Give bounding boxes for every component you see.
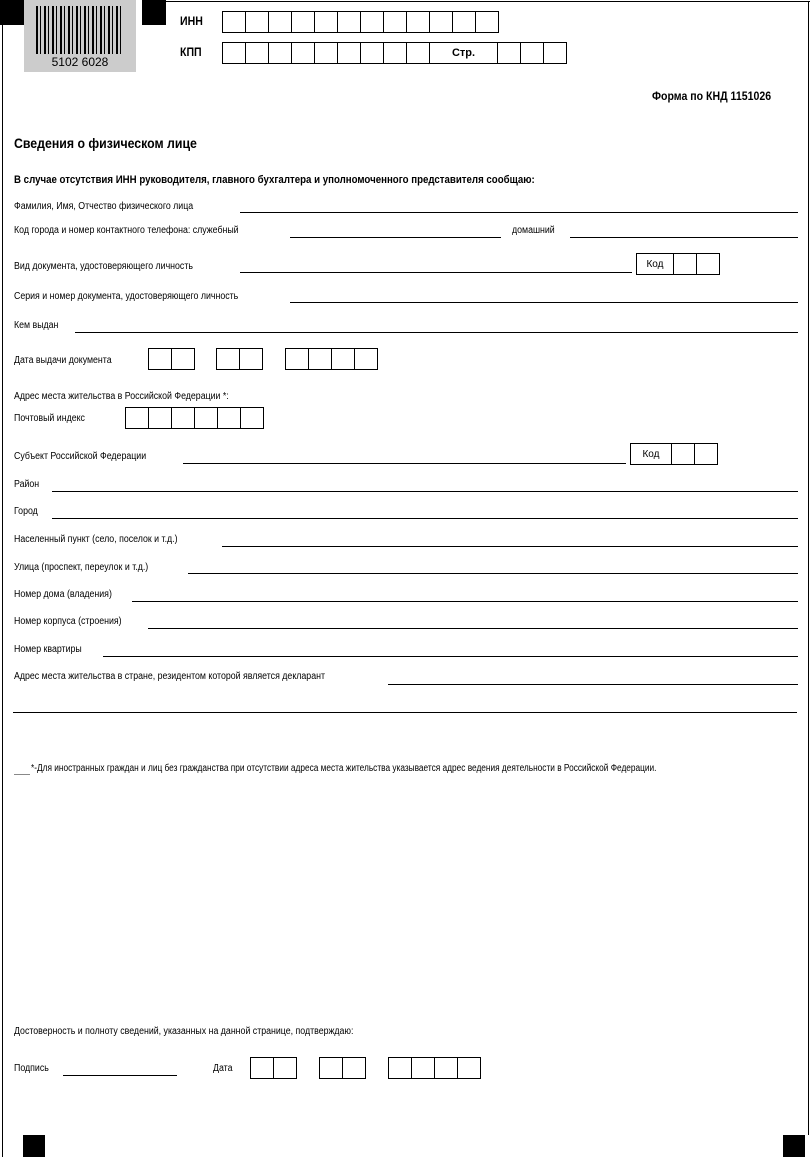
building-field[interactable]: [148, 628, 798, 629]
date-label: Дата: [213, 1063, 233, 1074]
house-label: Номер дома (владения): [14, 589, 112, 600]
street-field[interactable]: [188, 573, 798, 574]
issue-day[interactable]: [148, 348, 195, 370]
phone-home-field[interactable]: [570, 237, 798, 238]
confirm-month[interactable]: [319, 1057, 366, 1079]
inn-cells[interactable]: [222, 11, 499, 33]
phone-home-label: домашний: [512, 225, 555, 236]
doc-type-code[interactable]: Код: [636, 253, 720, 275]
corner-mark: [783, 1135, 805, 1157]
doc-type-field[interactable]: [240, 272, 632, 273]
issued-by-label: Кем выдан: [14, 320, 59, 331]
postal-cells[interactable]: [125, 407, 264, 429]
corner-mark: [23, 1135, 45, 1157]
fio-label: Фамилия, Имя, Отчество физического лица: [14, 201, 194, 212]
house-field[interactable]: [132, 601, 798, 602]
subject-label: Субъект Российской Федерации: [14, 451, 147, 462]
corner-mark: [142, 0, 166, 25]
issue-month[interactable]: [216, 348, 263, 370]
corner-mark: [0, 0, 24, 25]
issue-date-label: Дата выдачи документа: [14, 355, 112, 366]
district-label: Район: [14, 479, 40, 490]
barcode: [24, 0, 136, 72]
city-field[interactable]: [52, 518, 798, 519]
page-label: Стр.: [430, 43, 498, 63]
divider: [13, 712, 797, 713]
postal-label: Почтовый индекс: [14, 413, 85, 424]
subject-field[interactable]: [183, 463, 626, 464]
flat-field[interactable]: [103, 656, 798, 657]
kpp-cells[interactable]: [222, 42, 567, 64]
foreign-address-label: Адрес места жительства в стране, резидентом которой является декларант: [14, 671, 325, 682]
locality-label: Населенный пункт (село, поселок и т.д.): [14, 534, 178, 545]
confirm-year[interactable]: [388, 1057, 481, 1079]
fio-field[interactable]: [240, 212, 798, 213]
city-label: Город: [14, 506, 38, 517]
inn-label: ИНН: [180, 14, 203, 28]
signature-field[interactable]: [63, 1075, 177, 1076]
flat-label: Номер квартиры: [14, 644, 82, 655]
doc-number-label: Серия и номер документа, удостоверяющего личность: [14, 291, 239, 302]
doc-type-label: Вид документа, удостоверяющего личность: [14, 261, 193, 272]
page-border: [808, 1, 809, 1135]
phone-work-label: Код города и номер контактного телефона: служебный: [14, 225, 239, 236]
section-title: Сведения о физическом лице: [14, 135, 197, 151]
confirm-text: Достоверность и полноту сведений, указанных на данной странице, подтверждаю:: [14, 1026, 354, 1037]
footnote-rule: [14, 774, 30, 775]
locality-field[interactable]: [222, 546, 798, 547]
subtitle: В случае отсутствия ИНН руководителя, главного бухгалтера и уполномоченного представителя сообщаю:: [14, 174, 535, 186]
building-label: Номер корпуса (строения): [14, 616, 122, 627]
form-code: Форма по КНД 1151026: [652, 89, 772, 103]
phone-work-field[interactable]: [290, 237, 501, 238]
page-border: [166, 1, 810, 2]
street-label: Улица (проспект, переулок и т.д.): [14, 562, 149, 573]
district-field[interactable]: [52, 491, 798, 492]
page-border: [2, 25, 3, 1157]
barcode-number: 5102 6028: [51, 55, 109, 69]
doc-number-field[interactable]: [290, 302, 798, 303]
address-rf-label: Адрес места жительства в Российской Федерации *:: [14, 391, 229, 402]
subject-code[interactable]: Код: [630, 443, 718, 465]
foreign-address-field[interactable]: [388, 684, 798, 685]
confirm-day[interactable]: [250, 1057, 297, 1079]
issued-by-field[interactable]: [75, 332, 798, 333]
kpp-label: КПП: [180, 45, 202, 59]
signature-label: Подпись: [14, 1063, 49, 1074]
issue-year[interactable]: [285, 348, 378, 370]
footnote: *-Для иностранных граждан и лиц без гражданства при отсутствии адреса места жительства указывается адрес ведения деятельности в Российской Федерации.: [31, 763, 657, 774]
